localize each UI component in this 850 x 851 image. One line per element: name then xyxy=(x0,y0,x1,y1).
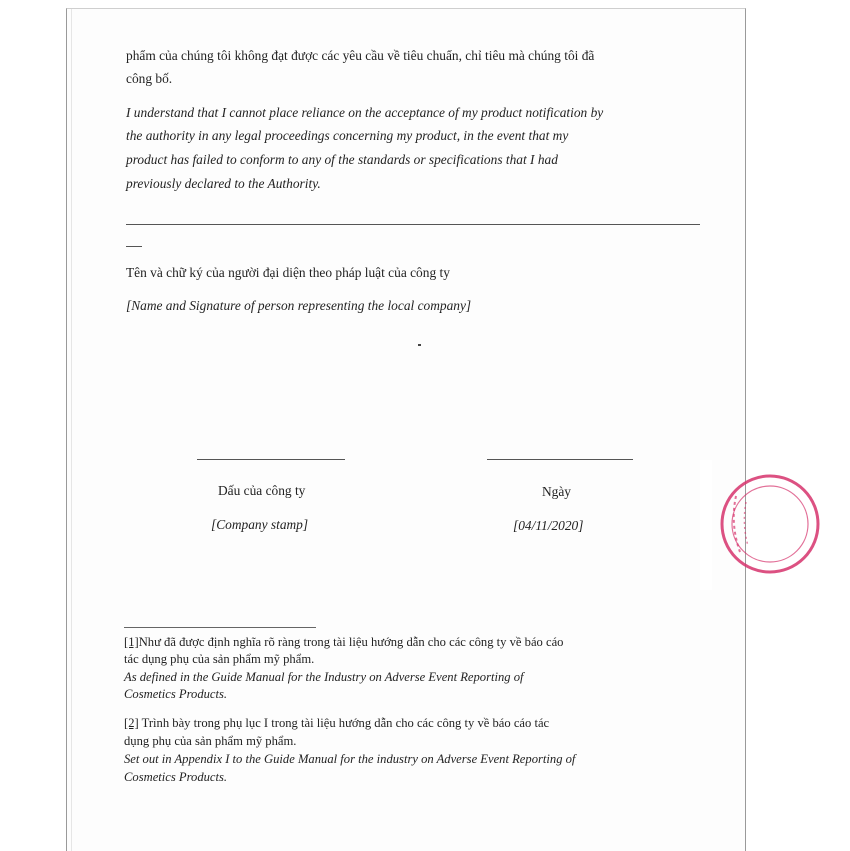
speck xyxy=(418,344,421,346)
footnote-2-ref[interactable]: [2] xyxy=(124,716,139,730)
short-dash xyxy=(126,246,142,247)
date-vi-label: Ngày xyxy=(542,484,572,499)
footnote-1-en-line-1: As defined in the Guide Manual for the Industry on Adverse Event Reporting of xyxy=(124,670,524,684)
footnote-2-en-line-2: Cosmetics Products. xyxy=(124,770,228,784)
declaration-en-line-4: previously declared to the Authority. xyxy=(126,176,321,191)
company-stamp-en-label: [Company stamp] xyxy=(211,517,309,532)
footnote-2-vi-line-1: [2] Trình bày trong phụ lục I trong tài liệu hướng dẫn cho các công ty về báo cáo tác xyxy=(124,716,550,730)
declaration-en-line-1: I understand that I cannot place reliance on the acceptance of my product notification by xyxy=(126,105,604,120)
footnote-1-vi-line-2: tác dụng phụ của sản phẩm mỹ phẩm. xyxy=(124,652,315,666)
company-stamp-vi-label: Dấu của công ty xyxy=(218,483,306,498)
footnote-2-vi-line-2: dụng phụ của sản phẩm mỹ phẩm. xyxy=(124,734,297,748)
date-value: [04/11/2020] xyxy=(513,518,584,533)
footnote-1-en-line-2: Cosmetics Products. xyxy=(124,687,228,701)
date-line xyxy=(487,459,633,460)
separator-line xyxy=(126,224,700,225)
declaration-en-line-2: the authority in any legal proceedings concerning my product, in the event that my xyxy=(126,128,569,143)
footnote-2-en-line-1: Set out in Appendix I to the Guide Manual for the industry on Adverse Event Reporting of xyxy=(124,752,576,766)
footnote-1-ref[interactable]: [1] xyxy=(124,635,139,649)
declaration-vi-line-2: công bố. xyxy=(126,71,173,86)
declaration-vi-line-1: phẩm của chúng tôi không đạt được các yêu cầu về tiêu chuẩn, chỉ tiêu mà chúng tôi đã xyxy=(126,48,595,63)
representative-en-label: [Name and Signature of person representing the local company] xyxy=(126,298,472,313)
seal-icon xyxy=(712,466,822,581)
page-edge-mask xyxy=(700,460,712,590)
representative-vi-label: Tên và chữ ký của người đại diện theo pháp luật của công ty xyxy=(126,265,450,280)
footnote-1-vi-line-1: [1]Như đã được định nghĩa rõ ràng trong tài liệu hướng dẫn cho các công ty về báo cáo xyxy=(124,635,564,649)
footnote-rule xyxy=(124,627,316,628)
company-stamp-line xyxy=(197,459,345,460)
declaration-en-line-3: product has failed to conform to any of the standards or specifications that I had xyxy=(126,152,558,167)
